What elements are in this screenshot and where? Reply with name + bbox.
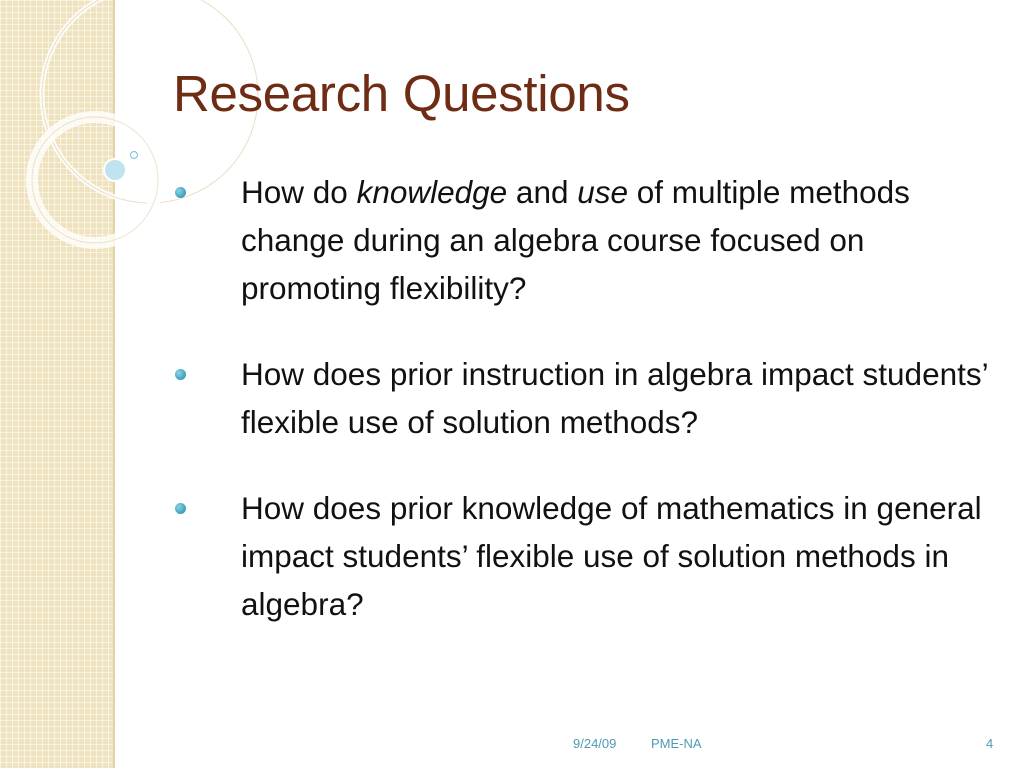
decorative-bubble-small: [131, 152, 138, 159]
slide-number: 4: [986, 736, 994, 751]
bullet-dot-icon: [175, 503, 186, 514]
bullet-text: [241, 174, 910, 306]
footer-center-text: PME-NA: [651, 736, 702, 751]
bullet-dot-icon: [175, 369, 186, 380]
bullet-item: [173, 484, 1003, 628]
bullet-text-segment: of multiple methods change during an algebra course focused on promoting flexibility?: [241, 174, 910, 306]
bullet-text: [241, 490, 982, 622]
emphasized-text: use: [577, 174, 629, 210]
decorative-small-ring: [32, 117, 158, 243]
bullet-list: [173, 168, 1003, 666]
bullet-dot-icon: [175, 187, 186, 198]
footer-date: 9/24/09: [573, 736, 617, 751]
bullet-text-segment: How do: [241, 174, 357, 210]
emphasized-text: knowledge: [356, 174, 508, 210]
bullet-text-segment: and: [507, 174, 578, 210]
bullet-item: [173, 350, 1003, 446]
bullet-text: [241, 356, 987, 440]
slide-title: Research Questions: [173, 65, 630, 122]
decorative-bubble: [104, 159, 126, 181]
bullet-item: [173, 168, 1003, 312]
bullet-text-segment: How does prior knowledge of mathematics in general impact students’ flexible use of solution methods in algebra?: [241, 490, 982, 622]
bullet-text-segment: How does prior instruction in algebra impact students’ flexible use of solution methods?: [241, 356, 988, 440]
